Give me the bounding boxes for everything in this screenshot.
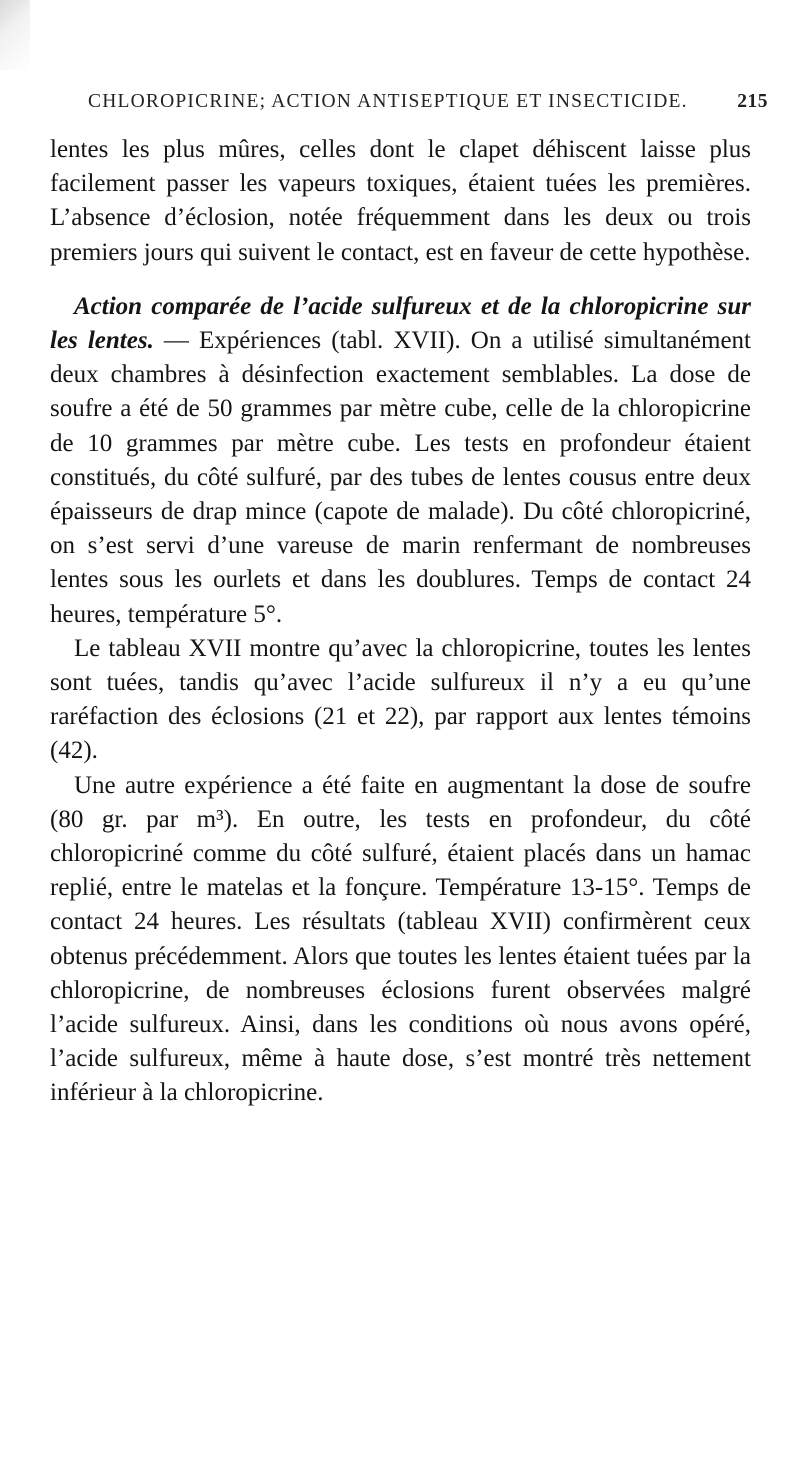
paragraph-2-body: — Expériences (tabl. XVII). On a utilisé simultanément deux chambres à désinfection exactement semblables. La dose de soufre a été de 50 grammes par mètre cube, celle de la chloropicrine de 10 grammes par mètre cube. Les tests en profondeur étaient constitués, du côté sulfuré, par des tubes de lentes cousus entre deux épaisseurs de drap mince (capote de malade). Du côté chloropicriné, on s’est servi d’une vareuse de marin renfermant de nombreuses lentes sous les ourlets et dans les doublures. Temps de contact 24 heures, température 5°. [50, 327, 751, 628]
paragraph-4: Une autre expérience a été faite en augmentant la dose de soufre (80 gr. par m³). En outre, les tests en profondeur, du côté chloropicriné comme du côté sulfuré, étaient placés dans un hamac replié, entre le matelas et la fonçure. Température 13-15°. Temps de contact 24 heures. Les résultats (tableau XVII) confirmèrent ceux obtenus précédemment. Alors que toutes les lentes étaient tuées par la chloropicrine, de nombreuses éclosions furent observées malgré l’acide sulfureux. Ainsi, dans les conditions où nous avons opéré, l’acide sulfureux, même à haute dose, s’est montré très nettement inférieur à la chloropicrine. [50, 771, 751, 1107]
paragraph-3: Le tableau XVII montre qu’avec la chloropicrine, toutes les lentes sont tuées, tandis qu’avec l’acide sulfureux il n’y a eu qu’une raréfaction des éclosions (21 et 22), par rapport aux lentes témoins (42). [50, 634, 751, 765]
page-number: 215 [737, 91, 768, 112]
paragraph-1: lentes les plus mûres, celles dont le clapet déhiscent laisse plus facilement passer les vapeurs toxiques, étaient tuées les premières. L’absence d’éclosion, notée fréquemment dans les deux ou trois premiers jours qui suivent le contact, est en faveur de cette hypothèse. [50, 136, 751, 266]
scan-edge-shadow [0, 0, 30, 70]
paragraph-2 [50, 290, 751, 632]
running-head-title: CHLOROPICRINE; ACTION ANTISEPTIQUE ET INSECTICIDE. [88, 91, 688, 112]
running-head [88, 91, 768, 119]
section-heading: Action comparée de l’acide sulfureux et de la chloropicrine sur les lentes. [50, 292, 751, 355]
body-text [50, 133, 751, 1111]
